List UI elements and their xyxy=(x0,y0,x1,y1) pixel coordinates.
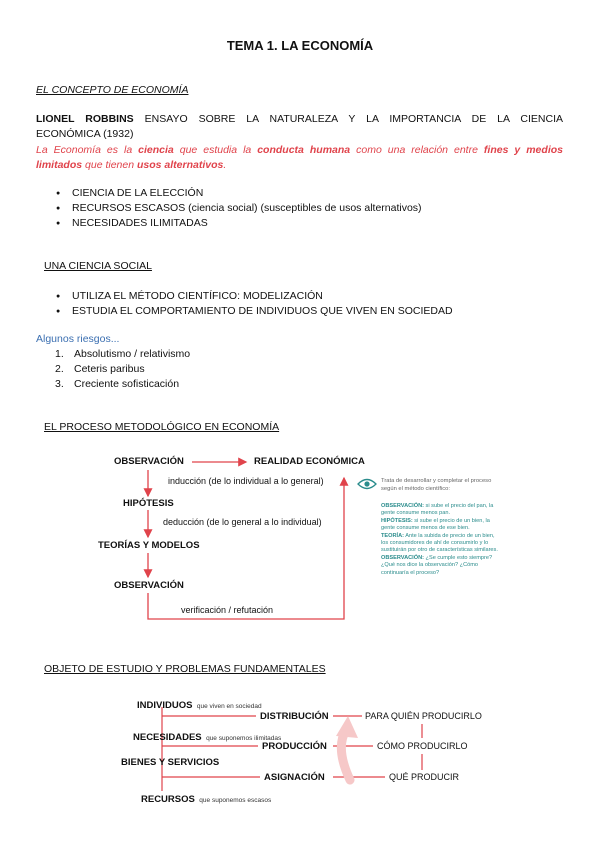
quote-bold: ciencia xyxy=(138,144,174,156)
deduction-label: deducción (de lo general a lo individual) xyxy=(163,517,322,527)
list-number: 1. xyxy=(55,348,64,360)
node-note: que suponemos escasos xyxy=(199,797,272,804)
quote-bold: conducta humana xyxy=(257,144,351,156)
eye-icon xyxy=(358,480,376,489)
node-hypothesis: HIPÓTESIS xyxy=(123,498,174,509)
side-note-label: OBSERVACIÓN: xyxy=(381,554,424,561)
node-distribution: DISTRIBUCIÓN xyxy=(260,711,329,722)
node-allocation: ASIGNACIÓN xyxy=(264,772,325,783)
side-note-label: OBSERVACIÓN: xyxy=(381,503,424,509)
quote-part: que estudia la xyxy=(173,144,258,156)
robbins-essay-title: ENSAYO SOBRE LA NATURALEZA Y LA IMPORTANCIA DE LA CIENCIA xyxy=(133,113,563,125)
side-note-text: ¿Se cumple esto siempre? ¿Qué nos dice la observación? ¿Cómo continuaría el proceso? xyxy=(381,554,493,576)
list-item: ● ESTUDIA EL COMPORTAMIENTO DE INDIVIDUOS QUE VIVEN EN SOCIEDAD xyxy=(40,304,453,319)
robbins-name: LIONEL ROBBINS xyxy=(36,113,134,125)
node-label: NECESIDADES xyxy=(133,732,202,743)
question-for-whom: PARA QUIÉN PRODUCIRLO xyxy=(365,711,482,721)
list-number: 2. xyxy=(55,363,64,375)
node-note: que viven en sociedad xyxy=(196,703,262,710)
section-heading-method: EL PROCESO METODOLÓGICO EN ECONOMÍA xyxy=(44,421,280,433)
quote-part: . xyxy=(223,159,227,171)
side-note xyxy=(381,503,501,518)
list-item: ● CIENCIA DE LA ELECCIÓN xyxy=(40,186,422,201)
node-theories-models: TEORÍAS Y MODELOS xyxy=(98,540,200,551)
quote-part: como una relación entre xyxy=(350,144,484,156)
side-note xyxy=(381,555,501,577)
quote-part: que tienen xyxy=(82,159,137,171)
section-heading-concept: EL CONCEPTO DE ECONOMÍA xyxy=(36,84,189,96)
node-production: PRODUCCIÓN xyxy=(262,741,327,752)
risks-label: Algunos riesgos... xyxy=(36,333,120,345)
list-item: ● UTILIZA EL MÉTODO CIENTÍFICO: MODELIZACIÓN xyxy=(40,289,453,304)
side-note-text: Ante la subida de precio de un bien, los consumidores de ahí de consumirlo y lo sustituirán por otro de características similares. xyxy=(381,532,498,554)
node-goods-services: BIENES Y SERVICIOS xyxy=(121,757,220,768)
robbins-line-2: ECONÓMICA (1932) xyxy=(36,128,134,140)
side-note-label: HIPÓTESIS: xyxy=(381,517,413,524)
list-text: Ceteris paribus xyxy=(74,363,145,375)
side-note-text: si sube el precio del pan, la gente consume menos pan. xyxy=(381,503,494,517)
list-item: ● RECURSOS ESCASOS (ciencia social) (susceptibles de usos alternativos) xyxy=(40,201,422,216)
node-label: RECURSOS xyxy=(141,794,195,805)
quote-part: La Economía es la xyxy=(36,144,139,156)
node-label: INDIVIDUOS xyxy=(137,700,193,711)
list-text: Creciente sofisticación xyxy=(74,378,180,390)
question-what: QUÉ PRODUCIR xyxy=(389,772,460,782)
side-note-label: TEORÍA: xyxy=(381,532,404,539)
curved-up-arrow-icon xyxy=(336,716,358,780)
quote-bold: usos alternativos xyxy=(136,159,224,171)
section-heading-objects: OBJETO DE ESTUDIO Y PROBLEMAS FUNDAMENTALES xyxy=(44,663,326,675)
node-observation-2: OBSERVACIÓN xyxy=(114,580,184,591)
node-observation-1: OBSERVACIÓN xyxy=(114,456,184,467)
side-notes xyxy=(381,503,501,577)
list-item: ● NECESIDADES ILIMITADAS xyxy=(40,216,422,231)
side-note xyxy=(381,518,501,533)
section-heading-social-science: UNA CIENCIA SOCIAL xyxy=(44,260,152,272)
quote-bold: fines y medios xyxy=(483,144,563,156)
list-number: 3. xyxy=(55,378,64,390)
quote-bold: limitados xyxy=(36,159,83,171)
induction-label: inducción (de lo individual a lo general) xyxy=(168,476,324,486)
verification-label: verificación / refutación xyxy=(181,605,274,615)
question-how: CÓMO PRODUCIRLO xyxy=(377,741,468,751)
node-resources xyxy=(141,789,271,807)
node-economic-reality: REALIDAD ECONÓMICA xyxy=(254,456,365,467)
side-note-text: si sube el precio de un bien, la gente consume menos de ese bien. xyxy=(381,517,490,532)
page-title: TEMA 1. LA ECONOMÍA xyxy=(226,38,374,53)
list-text: Absolutismo / relativismo xyxy=(74,348,191,360)
side-note xyxy=(381,533,501,555)
node-needs xyxy=(133,727,281,745)
node-note: que suponemos ilimitadas xyxy=(206,735,282,742)
instruction-note: Trata de desarrollar y completar el proceso según el método científico: xyxy=(381,478,492,492)
node-individuals xyxy=(137,695,262,713)
